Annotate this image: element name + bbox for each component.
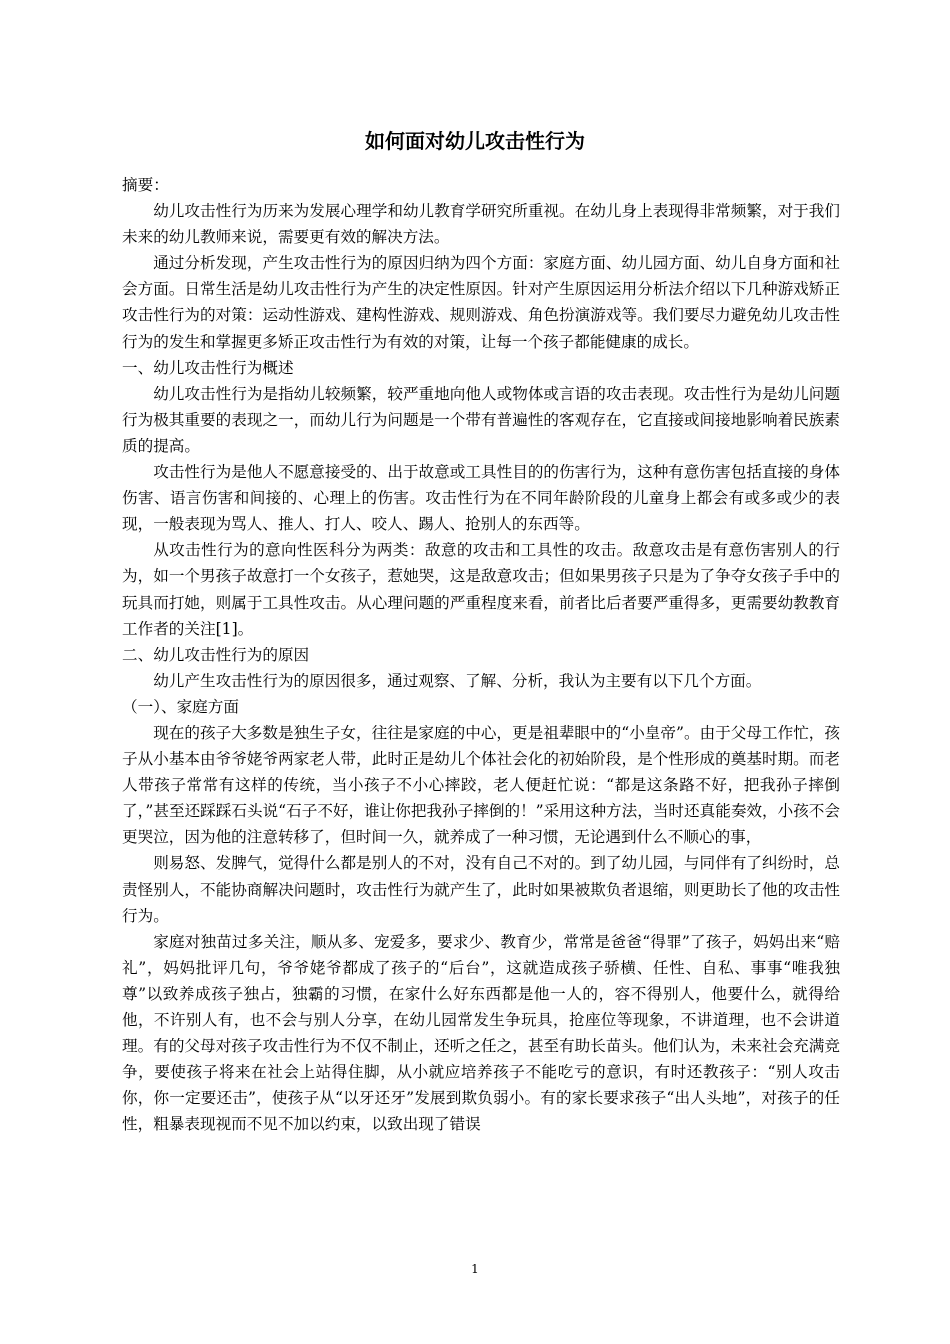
document-title: 如何面对幼儿攻击性行为: [365, 129, 585, 153]
subsection-1-paragraph-1: 现在的孩子大多数是独生子女，往往是家庭的中心，更是祖辈眼中的“小皇帝”。由于父母工作忙，孩子从小基本由爷爷姥爷两家老人带，此时正是幼儿个体社会化的初始阶段，是个性形成的奠基时期。而老人带孩子常常有这样的传统，当小孩子不小心摔跤，老人便赶忙说：“都是这条路不好，把我孙子摔倒了，”甚至还踩踩石头说“石子不好，谁让你把我孙子摔倒的！”采用这种方法，当时还真能奏效，小孩不会更哭泣，因为他的注意转移了，但时间一久，就养成了一种习惯，无论遇到什么不顺心的事，: [122, 723, 840, 847]
section-2-paragraph-1: 幼儿产生攻击性行为的原因很多，通过观察、了解、分析，我认为主要有以下几个方面。: [153, 671, 762, 690]
section-1-paragraph-2: 攻击性行为是他人不愿意接受的、出于故意或工具性目的的伤害行为，这种有意伤害包括直接的身体伤害、语言伤害和间接的、心理上的伤害。攻击性行为在不同年龄阶段的儿童身上都会有或多或少的表现，一般表现为骂人、推人、打人、咬人、踢人、抢别人的东西等。: [122, 463, 840, 534]
abstract-paragraph-2: 通过分析发现，产生攻击性行为的原因归纳为四个方面：家庭方面、幼儿园方面、幼儿自身方面和社会方面。日常生活是幼儿攻击性行为产生的决定性原因。针对产生原因运用分析法介绍以下几种游戏矫正攻击性行为的对策：运动性游戏、建构性游戏、规则游戏、角色扮演游戏等。我们要尽力避免幼儿攻击性行为的发生和掌握更多矫正攻击性行为有效的对策，让每一个孩子都能健康的成长。: [122, 254, 840, 351]
abstract-label: 摘要：: [122, 176, 169, 194]
section-1-paragraph-1: 幼儿攻击性行为是指幼儿较频繁，较严重地向他人或物体或言语的攻击表现。攻击性行为是幼儿问题行为极其重要的表现之一，而幼儿行为问题是一个带有普遍性的客观存在，它直接或间接地影响着民族素质的提高。: [122, 384, 840, 455]
section-2-heading: 二、幼儿攻击性行为的原因: [122, 645, 310, 664]
section-1-paragraph-3: 从攻击性行为的意向性医科分为两类：敌意的攻击和工具性的攻击。敌意攻击是有意伤害别人的行为，如一个男孩子故意打一个女孩子，惹她哭，这是敌意攻击；但如果男孩子只是为了争夺女孩子手中的玩具而打她，则属于工具性攻击。从心理问题的严重程度来看，前者比后者要严重得多，更需要幼教教育工作者的关注[1]。: [122, 541, 840, 638]
document-body: [122, 172, 840, 1137]
page-number: 1: [471, 1262, 479, 1276]
subsection-1-paragraph-2: 则易怒、发脾气，觉得什么都是别人的不对，没有自己不对的。到了幼儿园，与同伴有了纠纷时，总责怪别人，不能协商解决问题时，攻击性行为就产生了，此时如果被欺负者退缩，则更助长了他的攻击性行为。: [122, 854, 840, 925]
subsection-1-paragraph-3: 家庭对独苗过多关注，顺从多、宠爱多，要求少、教育少，常常是爸爸“得罪”了孩子，妈妈出来“赔礼”，妈妈批评几句，爷爷姥爷都成了孩子的“后台”，这就造成孩子骄横、任性、自私、事事“唯我独尊”以致养成孩子独占，独霸的习惯，在家什么好东西都是他一人的，容不得别人，他要什么，就得给他，不许别人有，也不会与别人分享，在幼儿园常发生争玩具，抢座位等现象，不讲道理，也不会讲道理。有的父母对孩子攻击性行为不仅不制止，还听之任之，甚至有助长苗头。他们认为，未来社会充满竞争，要使孩子将来在社会上站得住脚，从小就应培养孩子不能吃亏的意识，有时还教孩子：“别人攻击你，你一定要还击”，使孩子从“以牙还牙”发展到欺负弱小。有的家长要求孩子“出人头地”，对孩子的任性，粗暴表现视而不见不加以约束，以致出现了错误: [122, 932, 840, 1134]
subsection-1-heading: （一）、家庭方面: [122, 697, 239, 716]
abstract-paragraph-1: 幼儿攻击性行为历来为发展心理学和幼儿教育学研究所重视。在幼儿身上表现得非常频繁，对于我们未来的幼儿教师来说，需要更有效的解决方法。: [122, 202, 840, 247]
section-1-heading: 一、幼儿攻击性行为概述: [122, 358, 294, 377]
